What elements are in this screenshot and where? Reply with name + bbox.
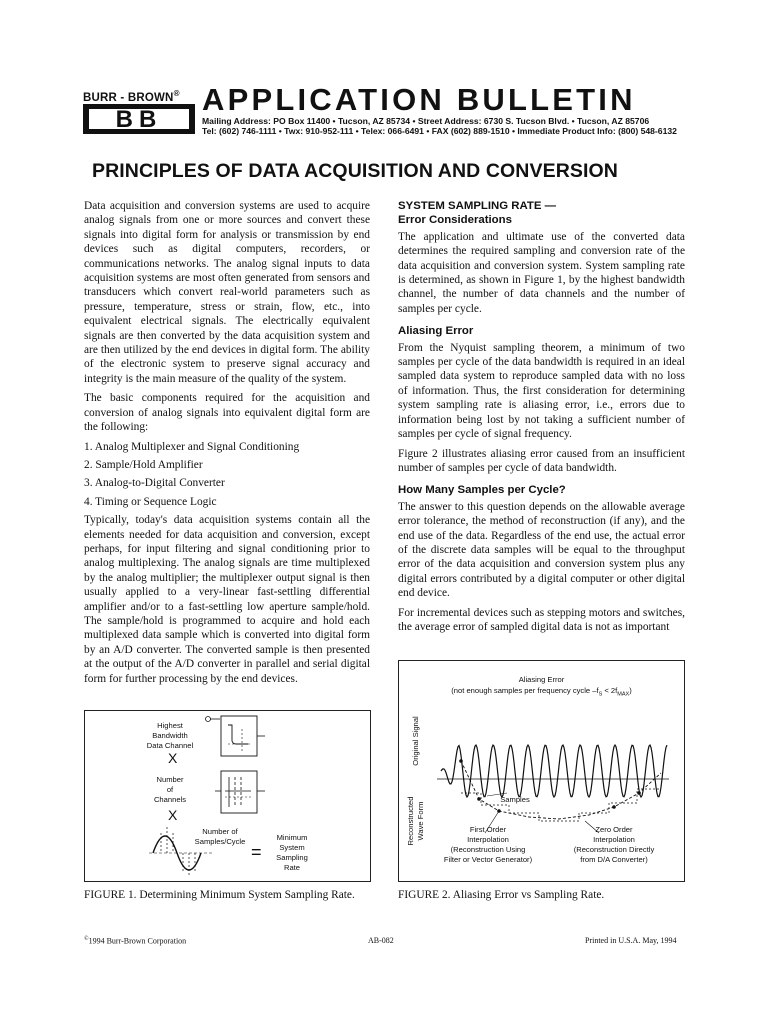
figure1-caption: FIGURE 1. Determining Minimum System Sampling Rate.: [84, 889, 355, 901]
print-info: Printed in U.S.A. May, 1994: [585, 936, 677, 945]
components-paragraph: The basic components required for the acquisition and conversion of analog signals into equivalent digital form are the following:: [84, 392, 370, 434]
figure1-graphics: [85, 711, 370, 881]
label-samples: Samples: [500, 795, 530, 804]
section-heading: SYSTEM SAMPLING RATE — Error Considerations: [398, 200, 556, 227]
figure1-diagram: [84, 710, 371, 882]
list-item: 1. Analog Multiplexer and Signal Conditioning: [84, 440, 300, 453]
figure2-subtitle: (not enough samples per frequency cycle $-f_S < 2f_{MAX}$): [451, 686, 632, 698]
times-symbol: X: [168, 750, 178, 766]
label-minimum-sampling-rate: Minimum System Sampling Rate: [276, 833, 308, 872]
brand-name: BURR - BROWN®: [83, 89, 180, 104]
label-highest-bandwidth: Highest Bandwidth Data Channel: [146, 721, 194, 750]
times-symbol: X: [168, 807, 178, 823]
page-title: PRINCIPLES OF DATA ACQUISITION AND CONVERSION: [92, 160, 618, 182]
sampling-rate-paragraph: The application and ultimate use of the converted data determines the required sampling and conversion rate of the data acquisition and conversion system. System sampling rate is determined, as shown in Figure 1, by the highest bandwidth channel, the number of data channels and the number of samples per cycle.: [398, 230, 685, 315]
label-number-of-channels: Number of Channels: [153, 775, 187, 804]
intro-paragraph: Data acquisition and conversion systems are used to acquire analog signals from one or more sources and convert these signals into digital form for analysis or transmission by end devices such as digital computers, recorders, or communications networks. The analog signal inputs to data acquisition systems are most often generated from sensors and transducers which convert real-world parameters such as pressure, temperature, stress or strain, flow, etc., into equivalent electrical signals. The electrically equivalent signals are then converted by the data acquisition system and are then utilized by the end devices in digital form. The ability of the electronic system to preserve signal accuracy and integrity is the main measure of the quality of the system.: [84, 200, 370, 385]
label-samples-per-cycle: Number of Samples/Cycle: [194, 827, 246, 846]
samples-answer-paragraph: The answer to this question depends on the allowable average error tolerance, the method of reconstruction (if any), and the end use of the data. Regardless of the end use, the actual error of the discrete data samples will be equal to the throughput error of the data acquisition and conversion system plus any digital errors contributed by a digital computer or other digital end device.: [398, 500, 685, 600]
logo-text: BB: [115, 106, 163, 133]
left-column: [84, 199, 370, 691]
figure2-title: Aliasing Error: [518, 675, 565, 684]
list-item: 3. Analog-to-Digital Converter: [84, 477, 225, 490]
copyright-notice: ©1994 Burr-Brown Corporation: [84, 936, 187, 946]
document-code: AB-082: [368, 936, 394, 945]
right-column: [398, 199, 685, 639]
aliasing-error-heading: Aliasing Error: [398, 325, 474, 338]
contact-phone-numbers: Tel: (602) 746-1111 • Twx: 910-952-111 • Telex: 066-6491 • FAX (602) 889-1510 • Immediate Product Info: (800) 548-6132: [202, 126, 677, 136]
label-zero-order: Zero Order Interpolation (Reconstruction Directly from D/A Converter): [573, 825, 655, 864]
label-first-order: First Order Interpolation (Reconstruction Using Filter or Vector Generator): [443, 825, 533, 864]
axis-label-original-signal: Original Signal: [411, 716, 420, 766]
burr-brown-logo: [83, 104, 195, 134]
registered-mark: ®: [173, 89, 180, 98]
bulletin-title: APPLICATION BULLETIN: [202, 82, 636, 117]
incremental-devices-paragraph: For incremental devices such as stepping motors and switches, the average error of sampled digital data is not as important: [398, 606, 685, 633]
equals-symbol: =: [251, 842, 262, 862]
samples-per-cycle-heading: How Many Samples per Cycle?: [398, 484, 566, 497]
list-item: 4. Timing or Sequence Logic: [84, 495, 217, 508]
list-item: 2. Sample/Hold Amplifier: [84, 458, 203, 471]
figure2-caption: FIGURE 2. Aliasing Error vs Sampling Rate.: [398, 889, 605, 901]
typical-systems-paragraph: Typically, today's data acquisition systems contain all the elements needed for data acquisition and conversion, except perhaps, for input filtering and signal conditioning prior to analog multiplexing. The analog signals are time multiplexed by the analog multiplier; the multiplexer output signal is then usually applied to a very-linear fast-settling differential amplifier and/or to a fast-settling low aperture sample/hold. The sample/hold is programmed to acquire and hold each multiplexed data sample which is converted into digital form by an A/D converter. The converted sample is then presented at the output of the A/D converter in parallel and serial digital form for further processing by the end devices.: [84, 514, 370, 685]
contact-mailing-address: Mailing Address: PO Box 11400 • Tucson, AZ 85734 • Street Address: 6730 S. Tucson Blvd. • Tucson, AZ 85706: [202, 116, 650, 126]
figure2-reference-paragraph: Figure 2 illustrates aliasing error caused from an insufficient number of samples per cycle of data bandwidth.: [398, 447, 685, 474]
figure2-diagram: [398, 660, 685, 882]
nyquist-paragraph: From the Nyquist sampling theorem, a minimum of two samples per cycle of the data bandwidth is required in an ideal sampled data system to reproduce sampled data with no loss of information. Thus, the first consideration for determining system sampling rate is aliasing error, i.e., errors due to information being lost by not taking a sufficient number of samples per cycle of signal frequency.: [398, 341, 685, 441]
axis-label-reconstructed: Reconstructed Wave Form: [406, 796, 425, 846]
original-signal-curve: [441, 745, 667, 797]
